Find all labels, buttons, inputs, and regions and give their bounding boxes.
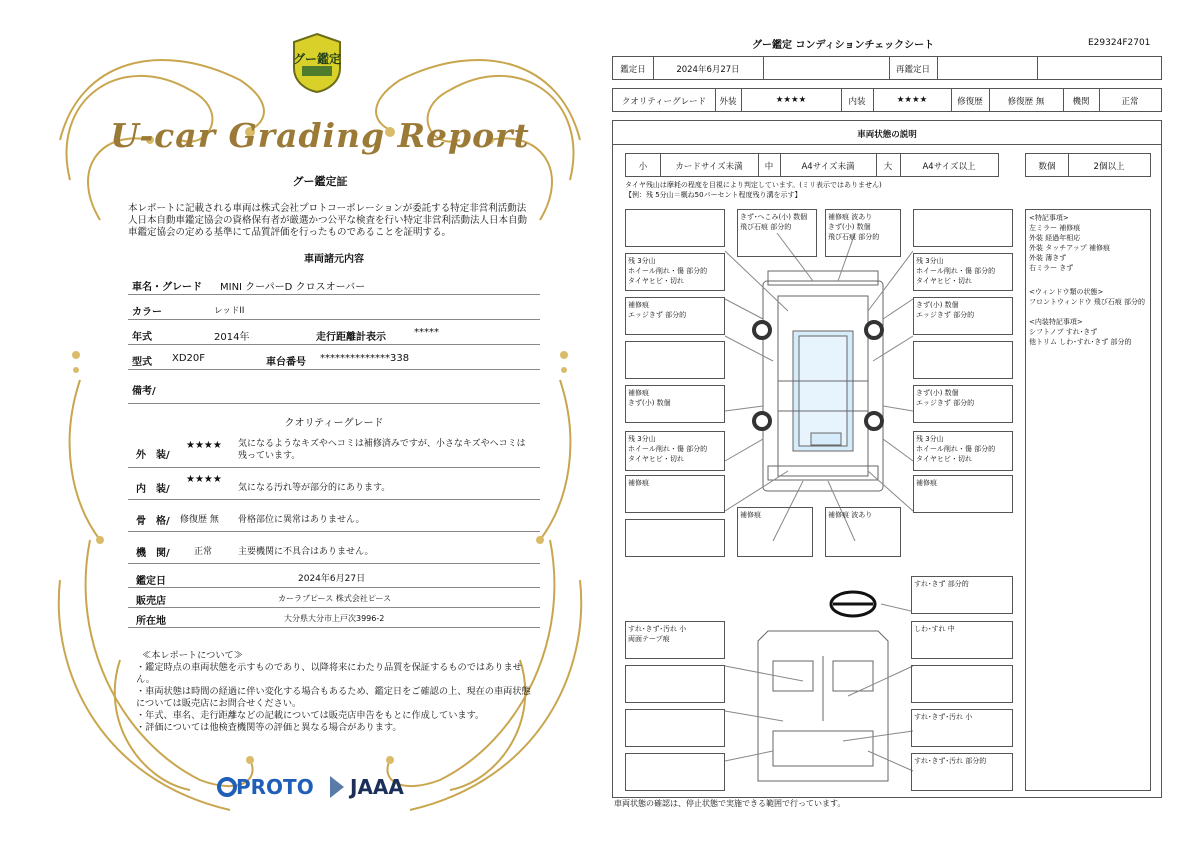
address-value: 大分県大分市上戸次3996-2 bbox=[284, 614, 385, 623]
spec-row-model bbox=[128, 345, 540, 370]
sheet-engine-label: 機関 bbox=[1072, 97, 1090, 107]
color-value: レッドII bbox=[214, 306, 245, 316]
note-box bbox=[625, 519, 725, 557]
exterior-label: 外 装/ bbox=[136, 450, 170, 461]
exterior-stars: ★★★★ bbox=[186, 440, 222, 451]
special-item: 外装 経過年相応 bbox=[1029, 234, 1081, 242]
sheet-date-label: 鑑定日 bbox=[620, 65, 646, 75]
note-item: ・評価については他検査機関等の評価と異なる場合があります。 bbox=[136, 722, 402, 733]
note-box bbox=[913, 209, 1013, 247]
mileage-label: 走行距離計表示 bbox=[316, 332, 386, 343]
note-item: ・年式、車名、走行距離などの記載については販売店申告をもとに作成しています。 bbox=[136, 710, 485, 721]
frame-label: 骨 格/ bbox=[136, 516, 170, 527]
window-item: フロントウィンドウ 飛び石痕 部分的 bbox=[1029, 298, 1146, 306]
interior-item: シフトノブ すれ･きず bbox=[1029, 328, 1098, 336]
note-right-1: きず(小) 数個 エッジきず 部分的 bbox=[913, 297, 1013, 335]
remarks-label: 備考/ bbox=[132, 386, 156, 397]
note-right-3: きず(小) 数個 エッジきず 部分的 bbox=[913, 385, 1013, 423]
grade-row-frame bbox=[128, 500, 540, 532]
sheet-exterior-label: 外装 bbox=[719, 97, 737, 107]
badge-text: グー鑑定 bbox=[292, 52, 341, 66]
note-right-5: 補修痕 bbox=[913, 475, 1013, 513]
color-label: カラー bbox=[132, 307, 162, 318]
note-int-right-1: しわ･すれ 中 bbox=[911, 621, 1013, 659]
note-box bbox=[913, 341, 1013, 379]
grade-section-title: クオリティーグレード bbox=[284, 418, 384, 429]
sheet-date-value: 2024年6月27日 bbox=[676, 65, 740, 75]
special-item: 外装 薄きず bbox=[1029, 254, 1067, 262]
note-left-5: 補修痕 bbox=[625, 475, 725, 513]
tire-example: 【例：残 5分山＝概ね50パーセント程度残り溝を示す】 bbox=[625, 191, 802, 199]
note-left-1: 補修痕 エッジきず 部分的 bbox=[625, 297, 725, 335]
special-item: 左ミラー 補修痕 bbox=[1029, 224, 1081, 232]
year-label: 年式 bbox=[132, 332, 152, 343]
interior-label: 内 装/ bbox=[136, 484, 170, 495]
note-front-left-top: きず･へこみ(小) 数個 飛び石痕 部分的 bbox=[737, 209, 817, 257]
note-tire-fr: 残 3分山 ホイール削れ・傷 部分的 タイヤヒビ・切れ bbox=[913, 253, 1013, 291]
size-large-desc: A4サイズ以上 bbox=[922, 162, 976, 172]
grade-row-engine bbox=[128, 532, 540, 564]
special-item: 外装 タッチアップ 補修痕 bbox=[1029, 244, 1110, 252]
info-row-date bbox=[128, 564, 540, 588]
reinspect-label: 再鑑定日 bbox=[895, 65, 930, 75]
jaaa-logo-text: JAAA bbox=[350, 775, 404, 799]
model-label: 型式 bbox=[132, 357, 152, 368]
note-box bbox=[625, 209, 725, 247]
note-int-left-1: すれ･きず･汚れ 小 両面テープ痕 bbox=[625, 621, 725, 659]
condition-check-sheet bbox=[612, 30, 1164, 810]
proto-logo-text: PROTO bbox=[236, 775, 314, 799]
proto-logo-icon bbox=[216, 776, 238, 798]
count-desc: 2個以上 bbox=[1093, 162, 1125, 172]
jaaa-logo-icon bbox=[328, 774, 346, 800]
info-row-shop bbox=[128, 588, 540, 608]
model-value: XD20F bbox=[172, 353, 206, 364]
special-item: 右ミラー きず bbox=[1029, 264, 1074, 272]
state-panel bbox=[612, 120, 1162, 798]
spec-row-year bbox=[128, 320, 540, 345]
shop-value: カーラブピース 株式会社ピース bbox=[278, 594, 392, 603]
note-box bbox=[625, 753, 725, 791]
tire-note: タイヤ残山は摩耗の程度を目視により判定しています。(ミリ表示ではありません) bbox=[625, 181, 882, 189]
sheet-exterior-stars: ★★★★ bbox=[775, 95, 807, 105]
size-small: 小 bbox=[638, 162, 648, 172]
sheet-interior-stars: ★★★★ bbox=[896, 95, 928, 105]
date-row bbox=[612, 56, 1162, 80]
note-tire-fl: 残 3分山 ホイール削れ・傷 部分的 タイヤヒビ・切れ bbox=[625, 253, 725, 291]
spec-row-color bbox=[128, 295, 540, 320]
sheet-footer: 車両状態の確認は、停止状態で実施できる範囲で行っています。 bbox=[614, 799, 846, 808]
interior-notes-title: <内装特記事項> bbox=[1029, 318, 1083, 326]
note-int-right-3: すれ･きず･汚れ 部分的 bbox=[911, 753, 1013, 791]
sheet-interior-label: 内装 bbox=[848, 97, 866, 107]
report-title: U-car Grading Report bbox=[110, 116, 530, 155]
interior-item: 他トリム しわ･すれ･きず 部分的 bbox=[1029, 338, 1132, 346]
grade-row bbox=[612, 88, 1162, 112]
note-box bbox=[625, 709, 725, 747]
mileage-value: ***** bbox=[414, 327, 439, 338]
note-tire-rl: 残 3分山 ホイール削れ・傷 部分的 タイヤヒビ・切れ bbox=[625, 431, 725, 471]
engine-label: 機 関/ bbox=[136, 548, 170, 559]
grade-label: クオリティーグレード bbox=[621, 97, 707, 107]
sponsor-logos bbox=[216, 772, 416, 802]
note-front-right-top: 補修痕 波あり きず(小) 数個 飛び石痕 部分的 bbox=[825, 209, 901, 257]
spec-row-remarks bbox=[128, 370, 540, 404]
spec-section-title: 車両諸元内容 bbox=[304, 254, 364, 265]
engine-text: 主要機関に不具合はありません。 bbox=[238, 547, 374, 557]
note-box bbox=[625, 665, 725, 703]
note-box bbox=[911, 665, 1013, 703]
sheet-doc-id: E29324F2701 bbox=[1088, 38, 1151, 48]
info-row-address bbox=[128, 608, 540, 628]
interior-stars: ★★★★ bbox=[186, 474, 222, 485]
chassis-label: 車台番号 bbox=[266, 357, 306, 368]
size-large: 大 bbox=[883, 162, 893, 172]
size-small-desc: カードサイズ未満 bbox=[675, 162, 743, 172]
note-rear-left: 補修痕 bbox=[737, 507, 813, 557]
grading-certificate bbox=[40, 20, 600, 828]
sheet-engine-value: 正常 bbox=[1121, 97, 1139, 107]
date-label: 鑑定日 bbox=[136, 576, 166, 587]
goo-appraisal-badge-icon bbox=[288, 32, 346, 94]
grade-row-exterior bbox=[128, 430, 540, 468]
notes-title: ≪本レポートについて≫ bbox=[142, 650, 243, 661]
report-subtitle: グー鑑定証 bbox=[292, 175, 348, 188]
spec-row-name bbox=[128, 270, 540, 295]
grade-row-interior bbox=[128, 468, 540, 500]
report-notes bbox=[136, 650, 536, 734]
sheet-repair-value: 修復歴 無 bbox=[1007, 97, 1045, 107]
note-rear-right: 補修痕 波あり bbox=[825, 507, 901, 557]
size-mid-desc: A4サイズ未満 bbox=[801, 162, 855, 172]
state-title: 車両状態の説明 bbox=[857, 130, 917, 140]
sheet-repair-label: 修復歴 bbox=[957, 97, 983, 107]
shop-label: 販売店 bbox=[136, 596, 166, 607]
sheet-title: グー鑑定 コンディションチェックシート bbox=[752, 40, 935, 51]
date-value: 2024年6月27日 bbox=[298, 574, 366, 584]
year-value: 2014年 bbox=[214, 332, 250, 343]
chassis-value: **************338 bbox=[320, 353, 410, 364]
note-box bbox=[625, 341, 725, 379]
note-int-right-2: すれ･きず･汚れ 小 bbox=[911, 709, 1013, 747]
interior-text: 気になる汚れ等が部分的にあります。 bbox=[238, 483, 391, 493]
frame-text: 骨格部位に異常はありません。 bbox=[238, 515, 365, 525]
note-tire-rr: 残 3分山 ホイール削れ・傷 部分的 タイヤヒビ・切れ bbox=[913, 431, 1013, 471]
note-left-3: 補修痕 きず(小) 数個 bbox=[625, 385, 725, 423]
note-item: ・鑑定時点の車両状態を示すものであり、以降将来にわたり品質を保証するものではありません。 bbox=[136, 662, 522, 685]
intro-text: 本レポートに記載される車両は株式会社プロトコーポレーションが委託する特定非営利活動法人日本自動車鑑定協会の資格保有者が厳選かつ公平な検査を行い特定非営利活動法人日本自動車鑑定協会の定める基準にて品質評価を行ったものであることを証明する。 bbox=[128, 203, 528, 238]
name-label: 車名・グレード bbox=[132, 282, 202, 293]
note-item: ・車両状態は時間の経過に伴い変化する場合もあるため、鑑定日をご確認の上、現在の車両状態については販売店にお問合せください。 bbox=[136, 686, 531, 709]
window-title: <ウィンドウ類の状態> bbox=[1029, 288, 1104, 296]
special-title: <特記事項> bbox=[1029, 214, 1069, 222]
special-notes-panel bbox=[1025, 209, 1151, 791]
size-mid: 中 bbox=[764, 162, 774, 172]
engine-value: 正常 bbox=[194, 547, 213, 557]
frame-value: 修復歴 無 bbox=[180, 515, 219, 525]
count-label: 数個 bbox=[1038, 162, 1056, 172]
note-steering: すれ･きず 部分的 bbox=[911, 576, 1013, 614]
name-value: MINI クーパーD クロスオーバー bbox=[220, 282, 366, 293]
exterior-text: 気になるようなキズやヘコミは補修済みですが、小さなキズやヘコミは残っています。 bbox=[238, 439, 526, 461]
address-label: 所在地 bbox=[136, 616, 166, 627]
